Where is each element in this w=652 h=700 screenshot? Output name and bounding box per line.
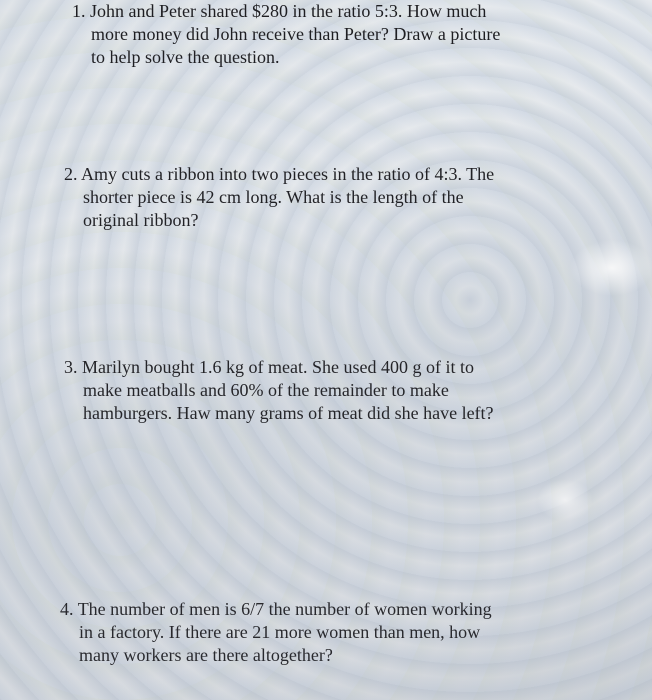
question-text: in a factory. If there are 21 more women than men, how — [79, 622, 481, 642]
question-4 — [60, 598, 492, 667]
question-text: more money did John receive than Peter? Draw a picture — [91, 24, 501, 44]
question-number: 2. — [64, 164, 78, 184]
question-line — [60, 598, 492, 621]
question-line — [72, 0, 500, 23]
question-text: to help solve the question. — [91, 47, 280, 67]
question-text: Amy cuts a ribbon into two pieces in the ratio of 4:3. The — [81, 164, 495, 184]
question-line — [64, 356, 494, 379]
question-number: 1. — [72, 1, 86, 21]
question-number: 4. — [60, 599, 74, 619]
question-text: Marilyn bought 1.6 kg of meat. She used 400 g of it to — [82, 357, 474, 377]
question-3 — [64, 356, 494, 425]
question-text: many workers are there altogether? — [79, 645, 333, 665]
question-text: make meatballs and 60% of the remainder to make — [83, 380, 449, 400]
question-line — [64, 163, 494, 186]
question-text: The number of men is 6/7 the number of women working — [77, 599, 492, 619]
question-text: hamburgers. Haw many grams of meat did she have left? — [83, 403, 494, 423]
question-number: 3. — [64, 357, 78, 377]
question-text: John and Peter shared $280 in the ratio 5:3. How much — [90, 1, 487, 21]
question-text: shorter piece is 42 cm long. What is the length of the — [83, 187, 464, 207]
question-text: original ribbon? — [83, 210, 199, 230]
question-2 — [64, 163, 494, 232]
question-1 — [72, 0, 500, 69]
